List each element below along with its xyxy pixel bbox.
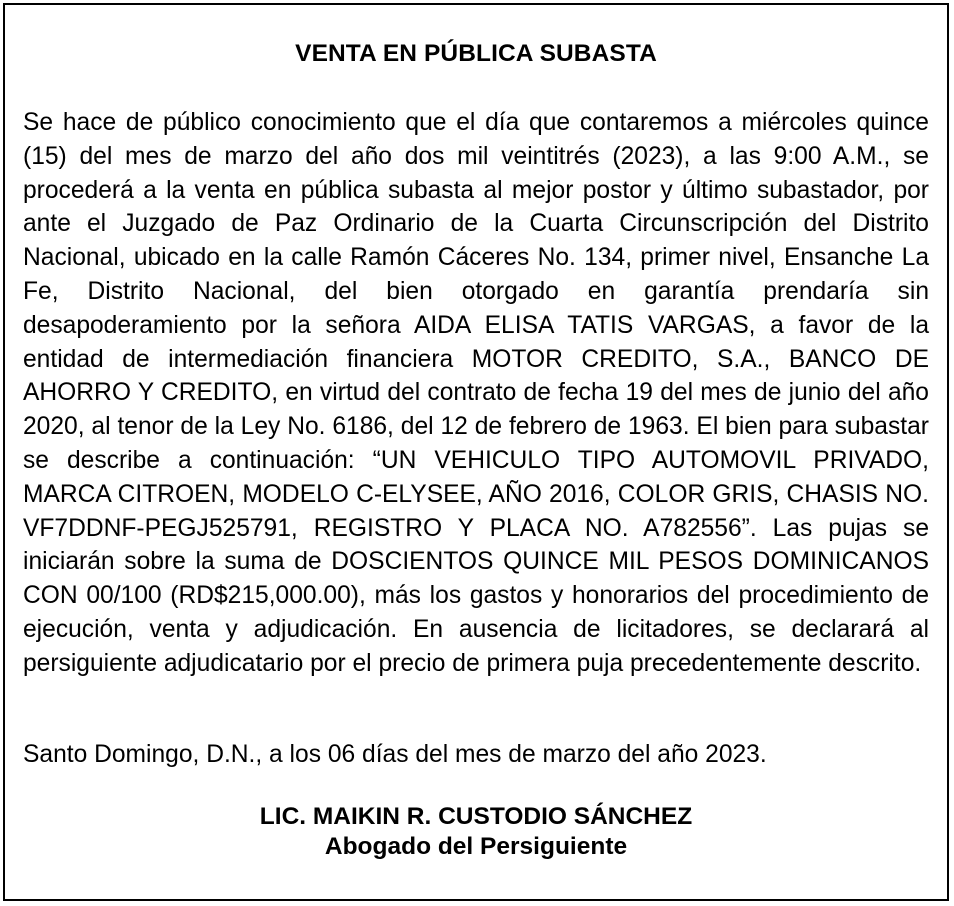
legal-notice-box	[3, 3, 949, 901]
paragraph-part-2-condensed: MOTOR CREDITO, S.A., BANCO DE AHORRO Y CREDITO, en virtud del contrato de fecha 19 del mes de junio del año 2020, al tenor de la Ley No. 6186, del 12 de febrero de 1963. El bien para subastar se describe a continuación: “UN VEHICULO TIPO AUTOMOVIL PRIVADO, MARCA CITROEN, MODELO C-ELYSEE, AÑO 2016, COLOR GRIS, CHASIS NO. VF7DDNF-PEGJ525791, REGISTRO Y PLACA NO. A782556”. Las pujas se iniciarán sobre la suma de DOSCIENTOS QUINCE MIL PESOS DOMINICANOS CON 00/100 (RD$215,000.00),	[23, 345, 929, 610]
notice-title: VENTA EN PÚBLICA SUBASTA	[295, 40, 657, 67]
signature-block	[5, 802, 947, 862]
paragraph-part-1: Se hace de público conocimiento que el día que contaremos a miércoles quince (15) del mes de marzo del año dos mil veintitrés (2023), a las 9:00 A.M., se procederá a la venta en pública subasta al mejor postor y último subastador, por ante el Juzgado de Paz Ordinario de la Cuarta Circunscripción del Distrito Nacional, ubicado en la calle Ramón Cáceres No. 134, primer nivel, Ensanche La Fe, Distrito Nacional, del bien otorgado en garantía prendaría sin desapoderamiento por la señora AIDA ELISA TATIS VARGAS, a favor de la entidad de intermediación financiera	[23, 109, 929, 373]
date-line: Santo Domingo, D.N., a los 06 días del mes de marzo del año 2023.	[23, 741, 767, 768]
signatory-role: Abogado del Persiguiente	[324, 833, 628, 860]
signatory-name: LIC. MAIKIN R. CUSTODIO SÁNCHEZ	[259, 803, 693, 830]
paragraph-part-3: más los gastos y honorarios del procedimiento de ejecución, venta y adjudicación. En ausencia de licitadores, se declarará al persiguiente adjudicatario por el precio de primera puja precedentemente descrito.	[23, 582, 929, 677]
notice-body-paragraph	[23, 106, 929, 681]
